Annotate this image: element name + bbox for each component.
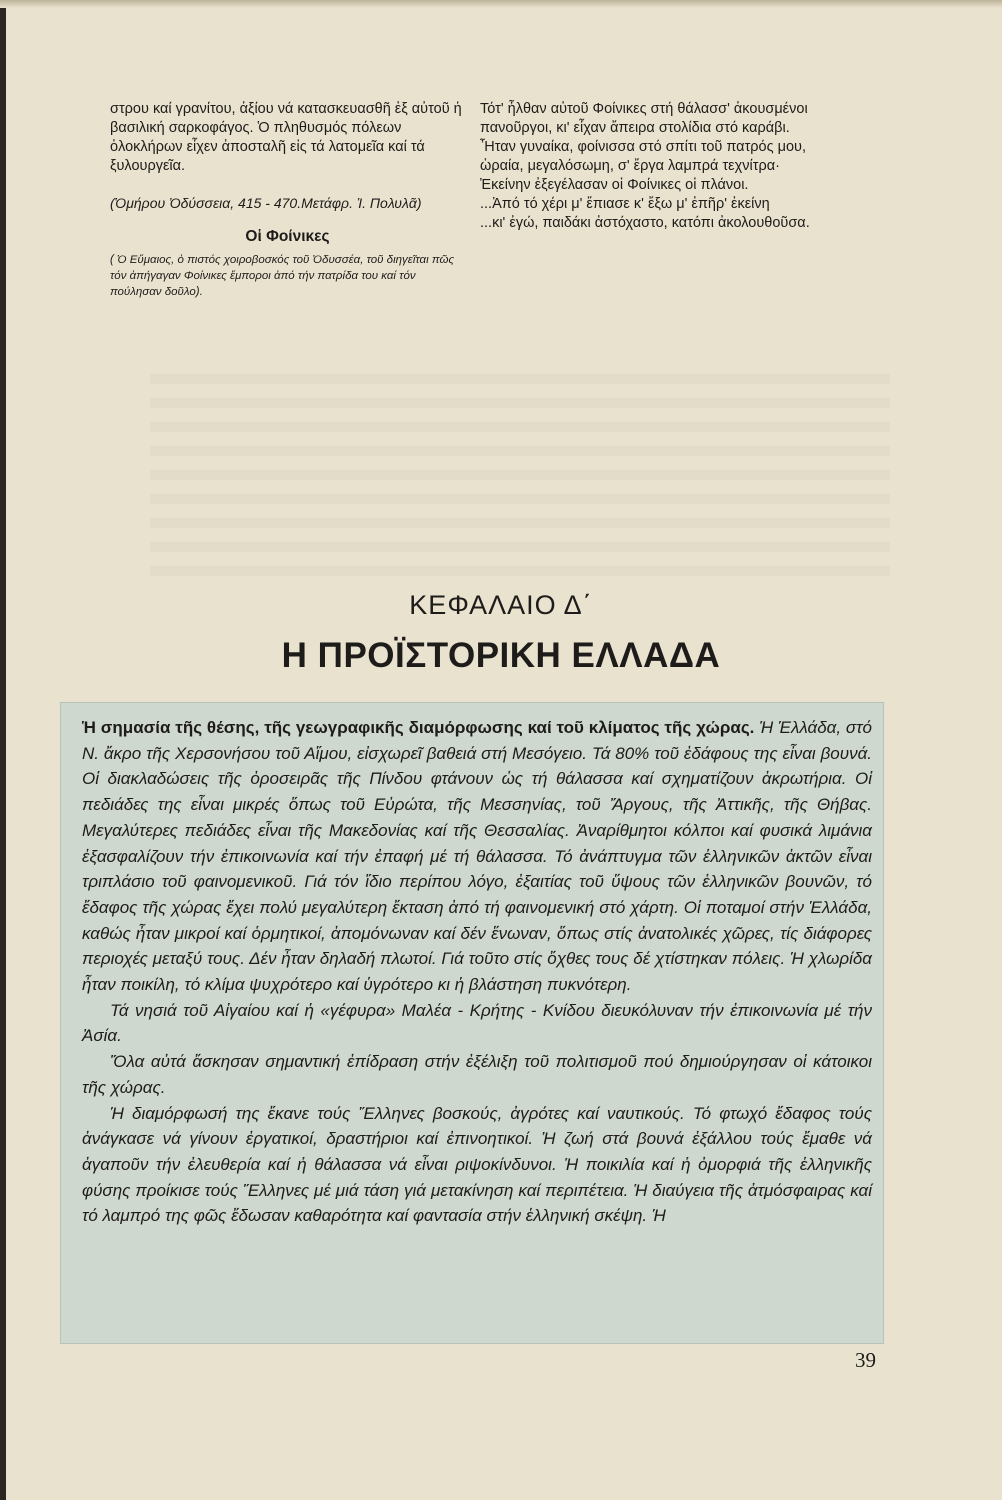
- verse-line: Τότ' ἦλθαν αὐτοῦ Φοίνικες στή θάλασσ' ἀκουσμένοι: [480, 101, 808, 117]
- page-binding-edge: [0, 0, 6, 1500]
- section-paragraph: Τά νησιά τοῦ Αἰγαίου καί ἡ «γέφυρα» Μαλέα - Κρήτης - Κνίδου διευκόλυναν τήν ἐπικοινωνία μέ τήν Ἀσία.: [82, 1000, 872, 1046]
- section-paragraph: Ὅλα αὐτά ἄσκησαν σημαντική ἐπίδραση στήν ἐξέλιξη τοῦ πολιτισμοῦ πού δημιούργησαν οἱ κάτοικοι τῆς χώρας.: [82, 1052, 872, 1097]
- note: ( Ὁ Εὔμαιος, ὁ πιστός χοιροβοσκός τοῦ Ὀδυσσέα, τοῦ διηγεῖται πῶς τόν ἀπήγαγαν Φοίνικες ἔμποροι ἀπό τήν πατρίδα του καί τόν πούλησαν δοῦλο).: [110, 254, 455, 298]
- verse-line: Ἐκείνην ἐξεγέλασαν οἱ Φοίνικες οἱ πλάνοι.: [480, 177, 749, 193]
- page-top-shadow: [0, 0, 1002, 8]
- chapter-title: Η ΠΡΟΪΣΤΟΡΙΚΗ ΕΛΛΑΔΑ: [281, 636, 721, 675]
- verse-line: Ἦταν γυναίκα, φοίνισσα στό σπίτι τοῦ πατρός μου,: [480, 139, 807, 155]
- verse-line: πανοῦργοι, κι' εἶχαν ἄπειρα στολίδια στό καράβι.: [480, 120, 790, 136]
- subheading: Οἱ Φοίνικες: [245, 228, 330, 245]
- verse-line: ὡραία, μεγαλόσωμη, σ' ἔργα λαμπρά τεχνίτρα·: [480, 158, 780, 174]
- verse-line: ...κι' ἐγώ, παιδάκι ἀστόχαστο, κατόπι ἀκολουθοῦσα.: [480, 215, 810, 231]
- show-through-text: [150, 360, 890, 580]
- right-column: [480, 100, 880, 233]
- left-paragraph: στρου καί γρανίτου, ἀξίου νά κατασκευασθῆ ἐξ αὐτοῦ ἡ βασιλική σαρκοφάγος. Ὁ πληθυσμός πόλεων ὁλοκλήρων εἶχεν ἀποσταλῆ εἰς τά λατομεῖα καί τά ξυλουργεῖα.: [110, 101, 462, 174]
- verse-line: ...Ἀπό τό χέρι μ' ἔπιασε κ' ἔξω μ' ἐπῆρ' ἐκείνη: [480, 196, 770, 212]
- chapter-label: ΚΕΦΑΛΑΙΟ Δ΄: [409, 590, 593, 620]
- section-paragraph: Ἡ διαμόρφωσή της ἔκανε τούς Ἕλληνες βοσκούς, ἀγρότες καί ναυτικούς. Τό φτωχό ἔδαφος τούς ἀνάγκασε νά γίνουν ἐργατικοί, δραστήριοι καί ἐπινοητικοί. Ἡ ζωή στά βουνά ἐξάλλου τούς ἔμαθε νά ἀγαποῦν τήν ἐλευθερία καί ἡ θάλασσα νά εἶναι ριψοκίνδυνοι. Ἡ ποικιλία καί ἡ ὀμορφιά τῆς ἑλληνικῆς φύσης προίκισε τούς Ἕλληνες μέ μιά τάση γιά μετακίνηση καί περιπέτεια. Ἡ διαύγεια τῆς ἀτμόσφαιρας καί τό λαμπρό της φῶς ἔδωσαν καθαρότητα καί φαντασία στήν ἑλληνική σκέψη. Ἡ: [82, 1103, 872, 1226]
- section-paragraph: Ἡ Ἑλλάδα, στό Ν. ἄκρο τῆς Χερσονήσου τοῦ Αἵμου, εἰσχωρεῖ βαθειά στή Μεσόγειο. Τά 80% τοῦ ἐδάφους της εἶναι βουνά. Οἱ διακλαδώσεις τῆς ὀροσειρᾶς τῆς Πίνδου φτάνουν ὡς τή θάλασσα καί σχηματίζουν ἀκρωτήρια. Οἱ πεδιάδες της εἶναι μικρές ὅπως τοῦ Εὐρώτα, τῆς Μεσσηνίας, τοῦ Ἄργους, τῆς Ἀττικῆς, τῆς Θήβας. Μεγαλύτερες πεδιάδες εἶναι τῆς Μακεδονίας καί τῆς Θεσσαλίας. Ἀναρίθμητοι κόλποι καί φυσικά λιμάνια ἐξασφαλίζουν τήν ἐπικοινωνία καί τήν ἐπαφή μέ τή θάλασσα. Τό ἀνάπτυγμα τῶν ἑλληνικῶν ἀκτῶν εἶναι τριπλάσιο τοῦ φαινομενικοῦ. Γιά τόν ἴδιο περίπου λόγο, ἐξαιτίας τοῦ ὕψους τῶν ἑλληνικῶν βουνῶν, τό ἔδαφος τῆς χώρας ἔχει πολύ μεγαλύτερη ἔκταση ἀπό τή φαινομενική στό χάρτη. Οἱ ποταμοί στήν Ἑλλάδα, καθώς ἦταν μικροί καί ὁρμητικοί, ἀπομόνωναν καί δέν ἕνωναν, ὅπως στίς ἀνατολικές χῶρες, τίς διάφορες περιοχές μεταξύ τους. Δέν ἦταν δηλαδή πλωτοί. Γιά τοῦτο στίς ὄχθες τους δέ χτίστηκαν πόλεις. Ἡ χλωρίδα ἦταν ποικίλη, τό κλίμα ψυχρότερο καί ὑγρότερο κι ἡ βλάστηση πυκνότερη.: [82, 718, 872, 995]
- section-body: [82, 715, 872, 1229]
- page-number: 39: [855, 1348, 876, 1372]
- reference: (Ὁμήρου Ὀδύσσεια, 415 - 470.Μετάφρ. Ἰ. Πολυλᾶ): [110, 195, 422, 211]
- section-lead: Ἡ σημασία τῆς θέσης, τῆς γεωγραφικῆς διαμόρφωσης καί τοῦ κλίματος τῆς χώρας.: [82, 718, 755, 737]
- left-column: [110, 100, 465, 306]
